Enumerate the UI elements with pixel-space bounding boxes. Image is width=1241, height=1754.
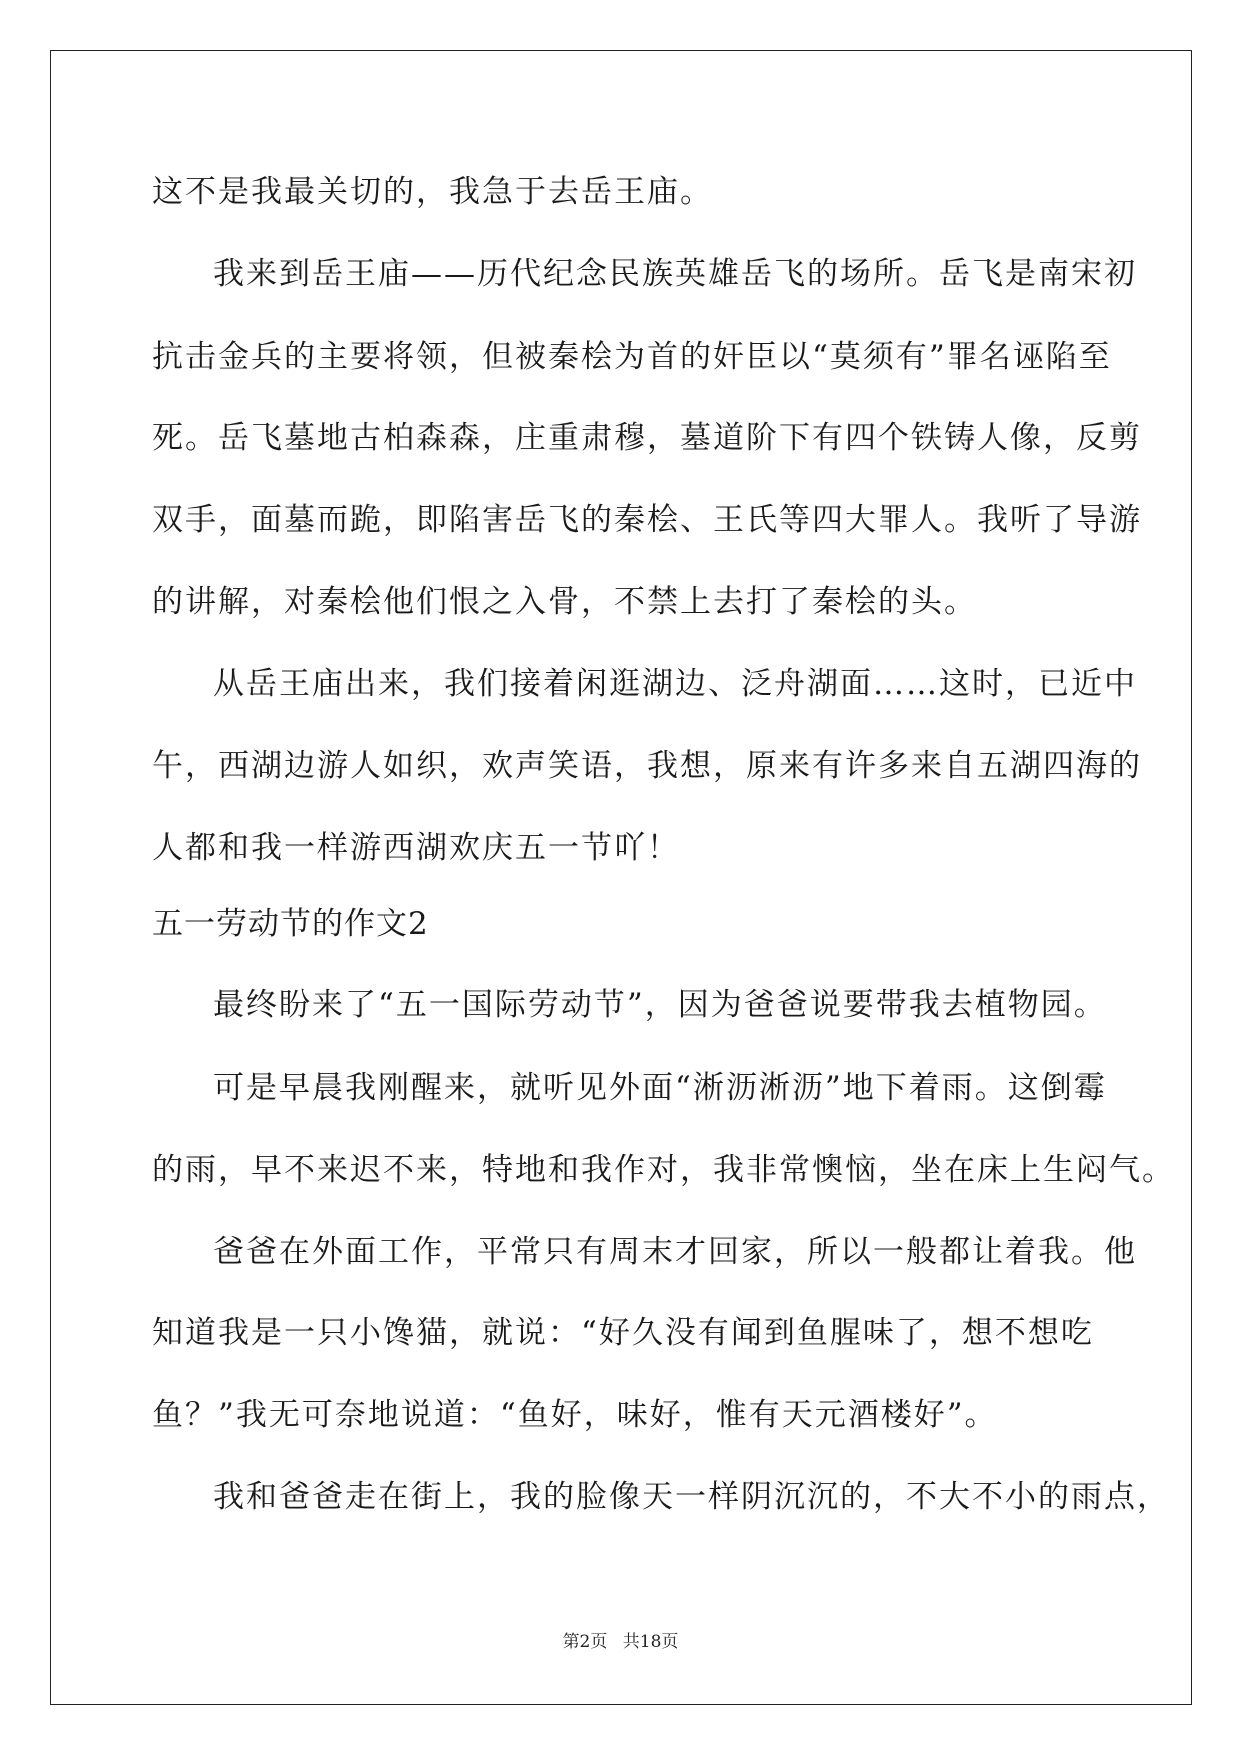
text-line: 的讲解，对秦桧他们恨之入骨，不禁上去打了秦桧的头。 bbox=[152, 584, 977, 620]
page-footer bbox=[0, 1627, 1241, 1652]
text-line: 的雨，早不来迟不来，特地和我作对，我非常懊恼，坐在床上生闷气。 bbox=[152, 1152, 1175, 1188]
paragraph-start-line: 我来到岳王庙——历代纪念民族英雄岳飞的场所。岳飞是南宋初 bbox=[213, 256, 1137, 292]
text-line: 午，西湖边游人如织，欢声笑语，我想，原来有许多来自五湖四海的 bbox=[152, 748, 1142, 784]
page-total: 共18页 bbox=[622, 1632, 679, 1652]
paragraph-start-line: 从岳王庙出来，我们接着闲逛湖边、泛舟湖面……这时，已近中 bbox=[213, 666, 1137, 702]
text-line: 双手，面墓而跪，即陷害岳飞的秦桧、王氏等四大罪人。我听了导游 bbox=[152, 502, 1142, 538]
paragraph-start-line: 可是早晨我刚醒来，就听见外面“淅沥淅沥”地下着雨。这倒霉 bbox=[213, 1070, 1107, 1106]
text-line: 人都和我一样游西湖欢庆五一节吖！ bbox=[152, 830, 680, 866]
paragraph-start-line: 爸爸在外面工作，平常只有周末才回家，所以一般都让着我。他 bbox=[213, 1234, 1137, 1270]
text-line: 知道我是一只小馋猫，就说：“好久没有闻到鱼腥味了，想不想吃 bbox=[152, 1315, 1094, 1351]
paragraph-start-line: 最终盼来了“五一国际劳动节”，因为爸爸说要带我去植物园。 bbox=[213, 987, 1107, 1023]
text-line: 抗击金兵的主要将领，但被秦桧为首的奸臣以“莫须有”罪名诬陷至 bbox=[152, 339, 1112, 375]
page-number: 第2页 bbox=[562, 1632, 608, 1652]
page-frame bbox=[50, 50, 1192, 1705]
text-line: 死。岳飞墓地古柏森森，庄重肃穆，墓道阶下有四个铁铸人像，反剪 bbox=[152, 420, 1142, 456]
text-line: 鱼？”我无可奈地说道：“鱼好，味好，惟有天元酒楼好”。 bbox=[152, 1397, 998, 1433]
paragraph-start-line: 我和爸爸走在街上，我的脸像天一样阴沉沉的，不大不小的雨点， bbox=[213, 1479, 1170, 1515]
section-heading: 五一劳动节的作文2 bbox=[152, 906, 429, 942]
text-line: 这不是我最关切的，我急于去岳王庙。 bbox=[152, 174, 713, 210]
